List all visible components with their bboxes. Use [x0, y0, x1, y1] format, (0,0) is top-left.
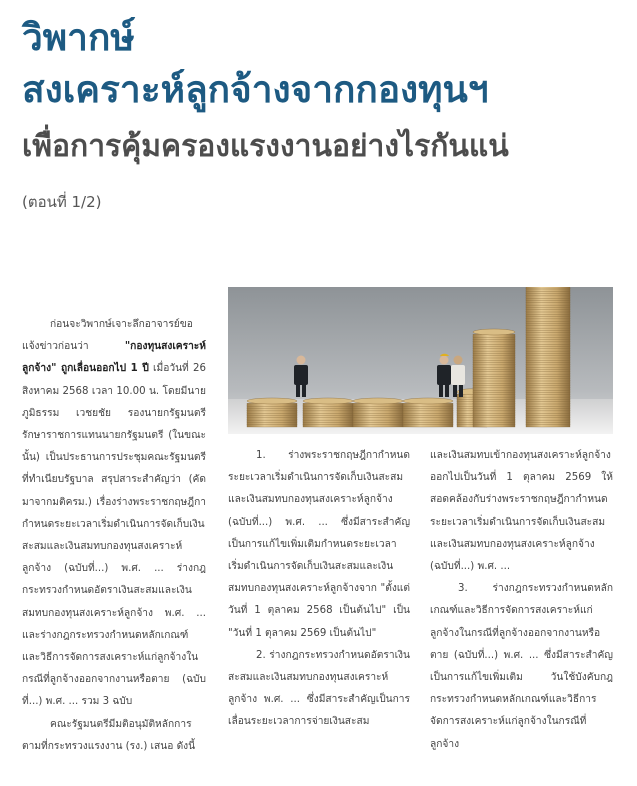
column-2-paragraph-1: 1. ร่างพระราชกฤษฎีกากำหนดระยะเวลาเริ่มดำเนินการจัดเก็บเงินสะสมและเงินสมทบกองทุนสงเคราะห์ลูกจ้าง (ฉบับที่...) พ.ศ. ... ซึ่งมีสาระสำคัญเป็นการแก้ไขเพิ่มเติมกำหนดระยะเวลาเริ่มดำเนินการจัดเก็บเงินสะสมและเงินสมทบกองทุนสงเคราะห์ลูกจ้างจาก "ตั้งแต่วันที่ 1 ตุลาคม 2568 เป็นต้นไป" เป็น "วันที่ 1 ตุลาคม 2569 เป็นต้นไป"	[228, 450, 410, 639]
column-1	[22, 314, 206, 764]
coin-stacks-businessmen-photo	[228, 287, 613, 434]
headline-line-2: สงเคราะห์ลูกจ้างจากกองทุนฯ	[22, 68, 489, 111]
part-label: (ตอนที่ 1/2)	[22, 193, 102, 211]
column-2	[228, 445, 410, 765]
column-1-paragraph-2: คณะรัฐมนตรีมีมติอนุมัติหลักการตามที่กระทรวงแรงงาน (รง.) เสนอ ดังนี้	[22, 718, 196, 752]
headline-line-1: วิพากษ์	[22, 16, 135, 59]
column-1-paragraph-1: ก่อนจะวิพากษ์เจาะลึกอาจารย์ขอแจ้งข่าวก่อนว่า "กองทุนสงเคราะห์ลูกจ้าง" ถูกเลื่อนออกไป 1 ปี เมื่อวันที่ 26 สิงหาคม 2568 เวลา 10.00 น. โดยมีนายภูมิธรรม เวชยชัย รองนายกรัฐมนตรี รักษาราชการแทนนายกรัฐมนตรี (ในขณะนั้น) เป็นประธานการประชุมคณะรัฐมนตรีที่ทำเนียบรัฐบาล สรุปสาระสำคัญว่า (คัดมาจากมติครม.) เรื่องร่างพระราชกฤษฎีกากำหนดระยะเวลาเริ่มดำเนินการจัดเก็บเงินสะสมและเงินสมทบกองทุนสงเคราะห์ลูกจ้าง (ฉบับที่...) พ.ศ. ... ร่างกฎกระทรวงกำหนดอัตราเงินสะสมและเงินสมทบกองทุนสงเคราะห์ลูกจ้าง พ.ศ. ... และร่างกฎกระทรวงกำหนดหลักเกณฑ์และวิธีการจัดการสงเคราะห์แก่ลูกจ้างในกรณีที่ลูกจ้างออกจากงานหรือตาย (ฉบับที่...) พ.ศ. ... รวม 3 ฉบับ	[22, 319, 206, 708]
column-3	[430, 445, 613, 765]
column-3-paragraph-1: และเงินสมทบเข้ากองทุนสงเคราะห์ลูกจ้างออกไปเป็นวันที่ 1 ตุลาคม 2569 ให้สอดคล้องกับร่างพระราชกฤษฎีกากำหนดระยะเวลาเริ่มดำเนินการจัดเก็บเงินสะสมและเงินสมทบกองทุนสงเคราะห์ลูกจ้าง (ฉบับที่...) พ.ศ. ...	[430, 450, 613, 573]
column-3-paragraph-2: 3. ร่างกฎกระทรวงกำหนดหลักเกณฑ์และวิธีการจัดการสงเคราะห์แก่ลูกจ้างในกรณีที่ลูกจ้างออกจากงานหรือตาย (ฉบับที่...) พ.ศ. ... ซึ่งมีสาระสำคัญเป็นการแก้ไขเพิ่มเติม วันใช้บังคับกฎกระทรวงกำหนดหลักเกณฑ์และวิธีการจัดการสงเคราะห์แก่ลูกจ้างในกรณีที่ลูกจ้าง	[430, 583, 613, 750]
column-2-paragraph-2: 2. ร่างกฎกระทรวงกำหนดอัตราเงินสะสมและเงินสมทบกองทุนสงเคราะห์ลูกจ้าง พ.ศ. ... ซึ่งมีสาระสำคัญเป็นการเลื่อนระยะเวลาการจ่ายเงินสะสม	[228, 649, 410, 728]
subheadline: เพื่อการคุ้มครองแรงงานอย่างไรกันแน่	[22, 129, 509, 164]
emphasis-text: "กองทุนสงเคราะห์ลูกจ้าง" ถูกเลื่อนออกไป 1 ปี	[22, 341, 206, 375]
